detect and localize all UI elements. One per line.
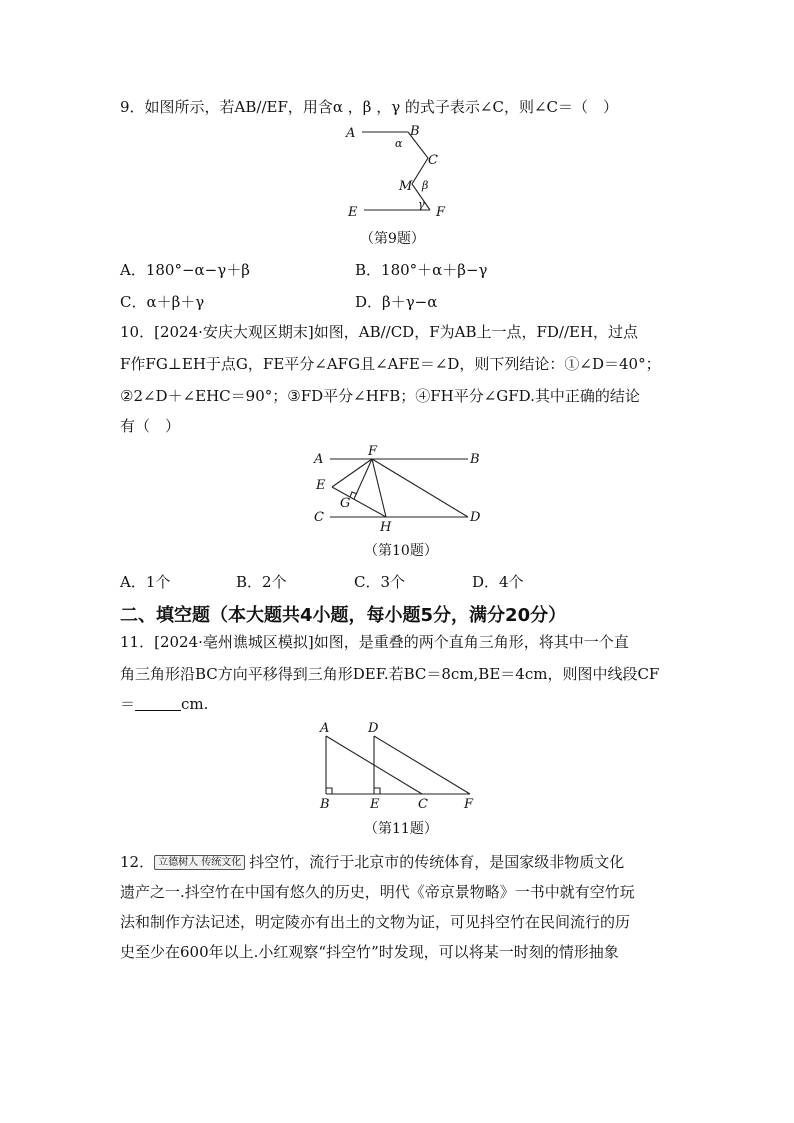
q10-label-e: E	[316, 478, 326, 493]
q10-label-h: H	[380, 520, 392, 535]
q9-label-c: C	[428, 153, 438, 168]
q9-label-b: B	[410, 124, 420, 139]
q9-stem: 9．如图所示，若AB//EF，用含α ，β ，γ 的式子表示∠C，则∠C＝（ ）	[120, 98, 619, 116]
q10-label-a: A	[314, 452, 324, 467]
q10-option-c: C．3个	[354, 573, 406, 591]
q10-line-1: 10．[2024·安庆大观区期末]如图，AB//CD，F为AB上一点，FD//EH，过点	[120, 323, 639, 341]
q12-text-1: 抖空竹，流行于北京市的传统体育，是国家级非物质文化	[249, 853, 625, 871]
q9-label-m: M	[399, 179, 413, 194]
q10-line-2: F作FG⊥EH于点G，FE平分∠AFG且∠AFE＝∠D，则下列结论：①∠D＝40°；	[120, 355, 661, 373]
q11-right-angle-b	[326, 788, 332, 794]
q11-unit: cm.	[181, 695, 209, 713]
q11-label-c: C	[418, 797, 428, 810]
q11-answer-blank[interactable]	[135, 696, 181, 711]
q10-option-a: A．1个	[120, 573, 171, 591]
q12-line-1	[120, 852, 624, 872]
q11-line-3	[120, 694, 208, 714]
q9-label-gamma: γ	[418, 198, 425, 211]
q10-label-g: G	[340, 496, 351, 511]
q11-right-angle-e	[374, 788, 380, 794]
q12-badge: 立德树人 传统文化	[154, 855, 245, 870]
q10-caption: （第10题）	[364, 543, 438, 559]
q11-equals: ＝	[120, 695, 136, 713]
q9-option-c: C．α＋β＋γ	[120, 293, 205, 311]
q10-line-4: 有（ ）	[120, 417, 181, 435]
q11-figure	[312, 718, 482, 810]
q11-caption: （第11题）	[364, 821, 438, 837]
q10-label-f: F	[368, 445, 378, 459]
q11-label-a: A	[320, 721, 330, 736]
q10-option-b: B．2个	[236, 573, 287, 591]
q10-line-fh	[372, 459, 386, 517]
q11-line-2: 角三角形沿BC方向平移得到三角形DEF.若BC＝8cm,BE＝4cm，则图中线段CF	[120, 665, 660, 683]
q9-label-f: F	[436, 205, 446, 220]
q9-label-alpha: α	[395, 137, 403, 150]
q11-label-f: F	[464, 797, 474, 810]
q10-line-fd	[372, 459, 468, 517]
q11-line-1: 11．[2024·亳州谯城区模拟]如图，是重叠的两个直角三角形，将其中一个直	[120, 633, 629, 651]
q10-option-d: D．4个	[472, 573, 524, 591]
q9-option-b: B．180°＋α＋β−γ	[355, 261, 488, 279]
q10-label-c: C	[314, 510, 324, 525]
q9-figure	[340, 122, 460, 224]
q11-label-d: D	[368, 721, 379, 736]
q11-line-df	[374, 736, 470, 794]
q10-line-3: ②2∠D＋∠EHC＝90°；③FD平分∠HFB；④FH平分∠GFD.其中正确的结论	[120, 387, 640, 405]
q12-number: 12．	[120, 853, 155, 871]
q9-label-e: E	[348, 205, 358, 220]
q12-line-2: 遗产之一.抖空竹在中国有悠久的历史，明代《帝京景物略》一书中就有空竹玩	[120, 883, 635, 901]
q9-label-a: A	[346, 126, 356, 141]
q10-figure	[310, 445, 490, 535]
q10-label-d: D	[470, 510, 481, 525]
q9-option-d: D．β＋γ−α	[355, 293, 438, 311]
section-heading: 二、填空题（本大题共4小题，每小题5分，满分20分）	[120, 605, 567, 626]
q9-caption: （第9题）	[360, 231, 425, 247]
q9-label-beta: β	[422, 179, 429, 192]
q12-line-3: 法和制作方法记述，明定陵亦有出土的文物为证，可见抖空竹在民间流行的历	[120, 913, 631, 931]
q11-label-e: E	[370, 797, 380, 810]
q10-label-b: B	[470, 452, 480, 467]
q11-label-b: B	[320, 797, 330, 810]
q9-option-a: A．180°−α−γ＋β	[120, 261, 250, 279]
q12-line-4: 史至少在600年以上.小红观察“抖空竹”时发现，可以将某一时刻的情形抽象	[120, 943, 619, 961]
